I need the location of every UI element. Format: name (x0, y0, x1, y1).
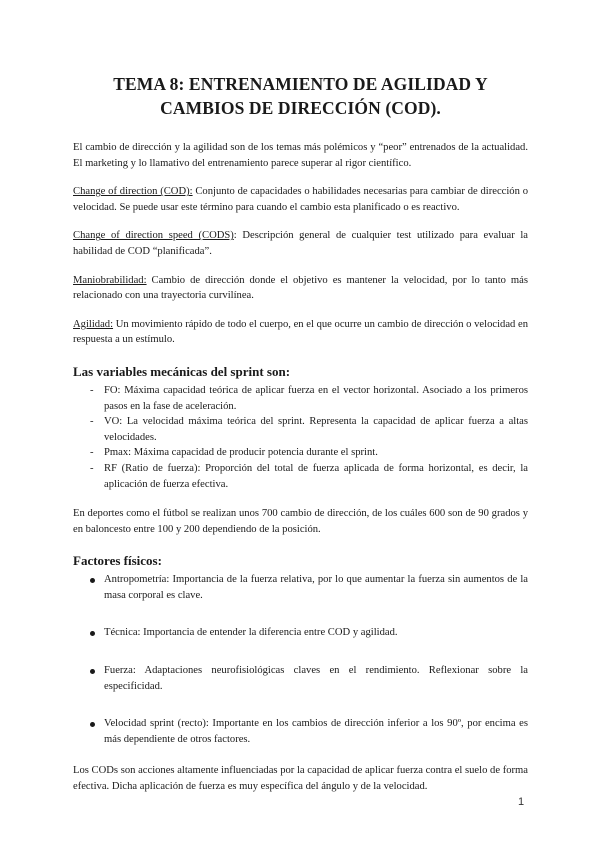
sports-paragraph: En deportes como el fútbol se realizan unos 700 cambio de dirección, de los cuáles 600 son de 90 grados y en baloncesto entre 100 y 200 dependiendo de la posición. (73, 508, 528, 535)
page-number: 1 (518, 796, 525, 808)
definition-cods (73, 228, 528, 259)
definition-text: Conjunto de capacidades o habilidades necesarias para cambiar de dirección o velocidad. Se puede usar este término para cuando el cambio esta planificado o es reactivo. (73, 186, 528, 213)
list-item: Técnica: Importancia de entender la diferencia entre COD y agilidad. (90, 625, 528, 641)
definition-text: Cambio de dirección donde el objetivo es mantener la velocidad, por lo tanto más relacionado con una trayectoria curvilínea. (73, 274, 528, 302)
list-item: - RF (Ratio de fuerza): Proporción del total de fuerza aplicada de forma horizontal, es decir, la aplicación de fuerza efectiva. (90, 461, 528, 492)
title-line-1: TEMA 8: ENTRENAMIENTO DE AGILIDAD Y (113, 74, 488, 94)
definition-term: Change of direction (COD): (73, 186, 193, 198)
definition-cod (73, 184, 528, 215)
definition-agilidad (73, 317, 528, 348)
list-item: - VO: La velocidad máxima teórica del sprint. Representa la capacidad de aplicar fuerza a altas velocidades. (90, 414, 528, 445)
list-item: Velocidad sprint (recto): Importante en los cambios de dirección inferior a los 90º, por encima es más dependiente de otros factores. (90, 716, 528, 747)
list-item: Antropometría: Importancia de la fuerza relativa, por lo que aumentar la fuerza sin aumentos de la masa corporal es clave. (90, 572, 528, 603)
list-item: - FO: Máxima capacidad teórica de aplicar fuerza en el vector horizontal. Asociado a los primeros pasos en la fase de aceleración. (90, 383, 528, 414)
closing-paragraph: Los CODs son acciones altamente influenciadas por la capacidad de aplicar fuerza contra el suelo de forma efectiva. Dicha aplicación de fuerza es muy específica del ángulo y de la velocidad. (73, 765, 528, 793)
definition-text: : Descripción general de cualquier test utilizado para evaluar la habilidad de COD “planificada”. (73, 230, 528, 257)
definition-term: Maniobrabilidad: (73, 274, 147, 286)
title-line-2: CAMBIOS DE DIRECCIÓN (COD). (160, 98, 441, 118)
intro-paragraph: El cambio de dirección y la agilidad son de los temas más polémicos y “peor” entrenados de la actualidad. El marketing y lo llamativo del entrenamiento parece superar al rigor científico. (73, 142, 528, 169)
sprint-heading: Las variables mecánicas del sprint son: (73, 363, 291, 379)
factors-list (73, 572, 528, 747)
definition-text: Un movimiento rápido de todo el cuerpo, en el que ocurre un cambio de dirección o velocidad en respuesta a un estímulo. (73, 318, 528, 346)
definition-term: Change of direction speed (CODS) (73, 230, 234, 242)
factors-heading: Factores físicos: (73, 553, 162, 569)
document-page (73, 72, 528, 808)
definition-maniobrabilidad (73, 273, 528, 304)
list-item: - Pmax: Máxima capacidad de producir potencia durante el sprint. (90, 445, 528, 461)
list-item: Fuerza: Adaptaciones neurofisiológicas claves en el rendimiento. Reflexionar sobre la especificidad. (90, 663, 528, 694)
page-title (73, 72, 528, 120)
definition-term: Agilidad: (73, 318, 114, 330)
sprint-list (73, 383, 528, 492)
